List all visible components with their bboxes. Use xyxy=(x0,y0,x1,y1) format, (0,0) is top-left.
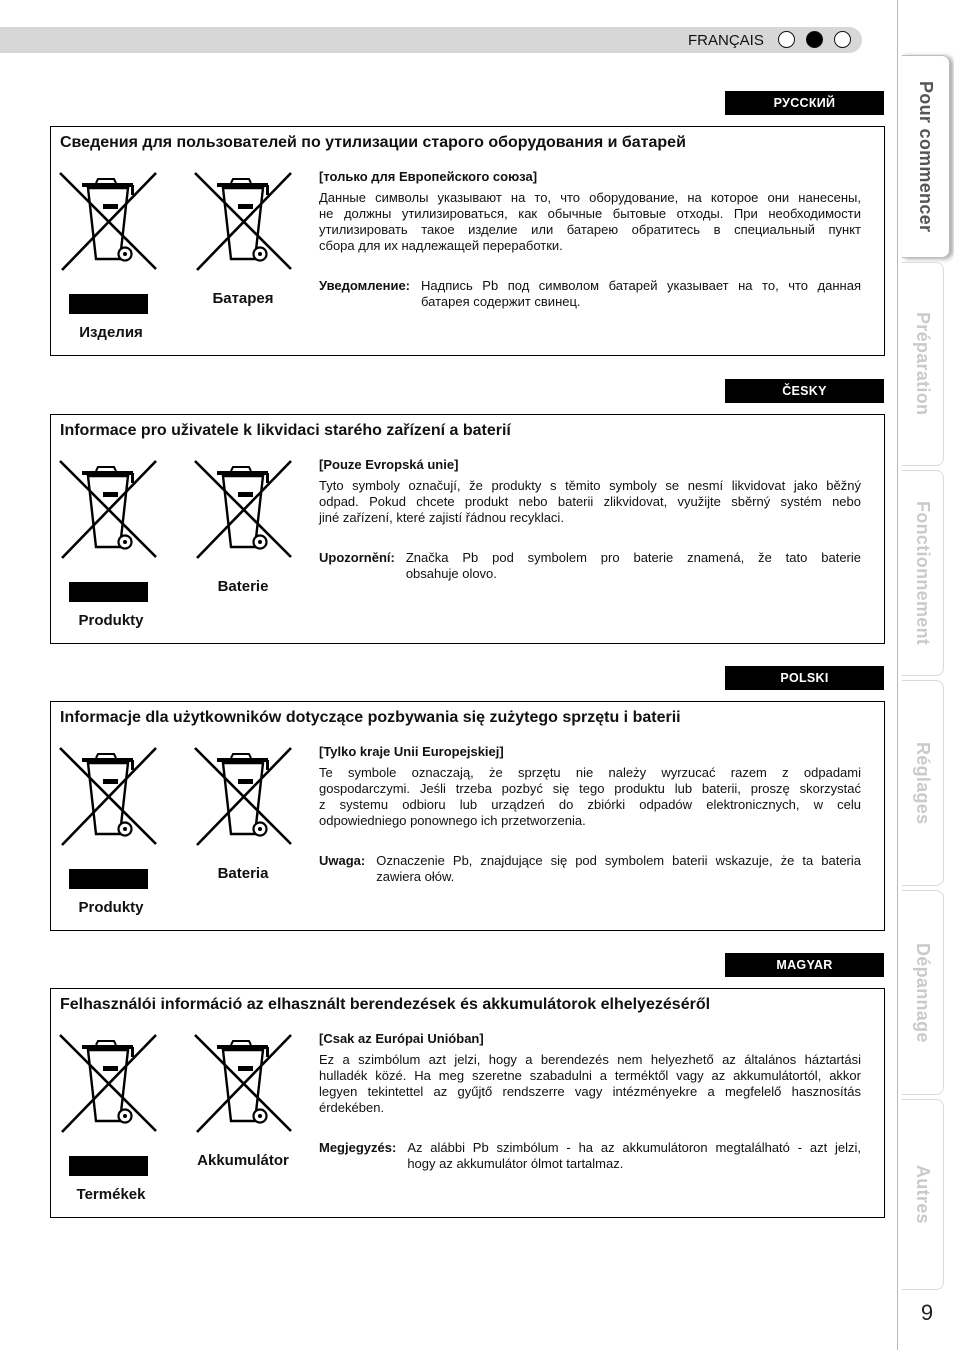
tab-label: Préparation xyxy=(913,312,933,416)
region-note: [Pouze Evropská unie] xyxy=(319,457,459,472)
body-line: gospodarczymi. Jeśli trzeba pozbyć się tego produktu lub baterii, proszę skorzystać xyxy=(319,781,861,796)
notice-line: Надпись Pb под символом батарей указывает на то, что данная xyxy=(421,278,861,293)
notice-label: Upozornění: xyxy=(319,550,395,565)
body-line: hulladék közé. Ha meg szeretne szabadulni a terméktől vagy az akkumulátortól, akkor xyxy=(319,1068,861,1083)
notice-label: Megjegyzés: xyxy=(319,1140,397,1155)
language-header-bar xyxy=(0,27,862,53)
notice-label: Уведомление: xyxy=(319,278,410,293)
body-line: odpad. Pokud chcete produkt nebo baterii zlikvidovat, využijte sběrný systém nebo xyxy=(319,494,861,509)
section-title: Сведения для пользователей по утилизации старого оборудования и батарей xyxy=(60,134,686,151)
body-line: legyen tekintettel az gyűjtő rendszerre vagy intézményekre a megfelelő hasznosítás xyxy=(319,1084,861,1099)
crossed-out-wheelie-bin-icon xyxy=(193,459,293,559)
product-marking-bar xyxy=(69,1156,148,1176)
notice-line: батарея содержит свинец. xyxy=(421,294,581,309)
language-tag: MAGYAR xyxy=(725,953,884,977)
body-line: сбора для их надлежащей переработки. xyxy=(319,238,563,253)
notice-line: Oznaczenie Pb, znajdujące się pod symbolem baterii wskazuje, że ta bateria xyxy=(376,853,861,868)
products-label: Produkty xyxy=(78,899,144,916)
crossed-out-wheelie-bin-icon xyxy=(58,171,158,271)
body-line: Ez a szimbólum azt jelzi, hogy a berendezés nem helyezhető az általános háztartási xyxy=(319,1052,861,1067)
notice xyxy=(319,550,861,582)
notice-line: zawiera ołów. xyxy=(376,869,455,884)
section-hungarian xyxy=(0,953,954,1223)
page-indicator-dot xyxy=(806,31,823,48)
notice xyxy=(319,1140,861,1172)
language-tag: POLSKI xyxy=(725,666,884,690)
tab-label: Fonctionnement xyxy=(913,500,933,646)
products-label: Изделия xyxy=(79,324,143,341)
text-column xyxy=(319,1031,861,1172)
notice-label: Uwaga: xyxy=(319,853,366,868)
notice-text xyxy=(406,550,861,582)
text-column xyxy=(319,744,861,885)
notice-line: Az alábbi Pb szimbólum - ha az akkumulátoron megtalálható - azt jelzi, xyxy=(407,1140,861,1155)
battery-label: Bateria xyxy=(217,865,269,882)
battery-label: Baterie xyxy=(217,578,269,595)
crossed-out-wheelie-bin-icon xyxy=(58,459,158,559)
body-line: Данные символы указывают на то, что оборудование, на которое они нанесены, xyxy=(319,190,861,205)
crossed-out-wheelie-bin-icon xyxy=(193,746,293,846)
product-marking-bar xyxy=(69,582,148,602)
section-czech xyxy=(0,379,954,649)
section-title: Informace pro uživatele k likvidaci starého zařízení a baterií xyxy=(60,422,511,439)
section-title: Informacje dla użytkowników dotyczące pozbywania się zużytego sprzętu i baterii xyxy=(60,709,681,726)
disposal-info-box xyxy=(50,988,885,1218)
body-line: утилизировать такое изделие или батарею обратитесь в специальный пункт xyxy=(319,222,861,237)
products-label: Produkty xyxy=(78,612,144,629)
tab-label: Pour commencer xyxy=(916,80,936,233)
body-line: не должны утилизироваться, как обычные бытовые отходы. При необходимости xyxy=(319,206,861,221)
disposal-info-box xyxy=(50,701,885,931)
disposal-info-box xyxy=(50,414,885,644)
tab-label: Réglages xyxy=(913,741,933,825)
battery-label: Батарея xyxy=(212,290,274,307)
body-line: odpowiedniego ponownego ich przetworzenia. xyxy=(319,813,586,828)
section-polish xyxy=(0,666,954,936)
body-text xyxy=(319,765,861,829)
body-text xyxy=(319,190,861,254)
notice-line: obsahuje olovo. xyxy=(405,566,497,581)
page-indicator-dot xyxy=(778,31,795,48)
crossed-out-wheelie-bin-icon xyxy=(193,171,293,271)
language-tag: РУССКИЙ xyxy=(725,91,884,115)
crossed-out-wheelie-bin-icon xyxy=(193,1033,293,1133)
product-marking-bar xyxy=(69,294,148,314)
page-indicator-dot xyxy=(834,31,851,48)
notice-line: hogy az akkumulátor ólmot tartalmaz. xyxy=(407,1156,624,1171)
page-number: 9 xyxy=(920,1300,934,1325)
crossed-out-wheelie-bin-icon xyxy=(58,746,158,846)
body-line: érdekében. xyxy=(319,1100,385,1115)
notice xyxy=(319,853,861,885)
body-line: z systemu odbioru lub urządzeń do zbiórki odpadów elektronicznych, w celu xyxy=(319,797,861,812)
region-note: [Csak az Európai Unióban] xyxy=(319,1031,484,1046)
text-column xyxy=(319,457,861,582)
body-line: Te symbole oznaczają, że sprzętu nie należy wyrzucać razem z odpadami xyxy=(319,765,861,780)
notice-text xyxy=(421,278,861,310)
text-column xyxy=(319,169,861,310)
region-note: [только для Европейского союза] xyxy=(319,169,538,184)
notice-line: Značka Pb pod symbolem pro baterie znamená, že tato baterie xyxy=(405,550,861,565)
tab-label: Dépannage xyxy=(913,942,933,1043)
notice-text xyxy=(376,853,861,885)
product-marking-bar xyxy=(69,869,148,889)
battery-label: Akkumulátor xyxy=(197,1152,289,1169)
body-text xyxy=(319,1052,861,1116)
section-russian xyxy=(0,91,954,361)
current-language-label: FRANÇAIS xyxy=(688,32,764,49)
notice xyxy=(319,278,861,310)
section-title: Felhasználói információ az elhasznált berendezések és akkumulátorok elhelyezéséről xyxy=(60,996,711,1013)
body-line: Tyto symboly označují, že produkty s těmito symboly se nesmí likvidovat jako běžný xyxy=(319,478,861,493)
language-tag: ČESKY xyxy=(725,379,884,403)
crossed-out-wheelie-bin-icon xyxy=(58,1033,158,1133)
body-line: jiné zařízení, které zajistí řádnou recyklaci. xyxy=(319,510,564,525)
region-note: [Tylko kraje Unii Europejskiej] xyxy=(319,744,504,759)
disposal-info-box xyxy=(50,126,885,356)
products-label: Termékek xyxy=(76,1186,146,1203)
body-text xyxy=(319,478,861,526)
tab-label: Autres xyxy=(913,1165,933,1224)
notice-text xyxy=(407,1140,861,1172)
